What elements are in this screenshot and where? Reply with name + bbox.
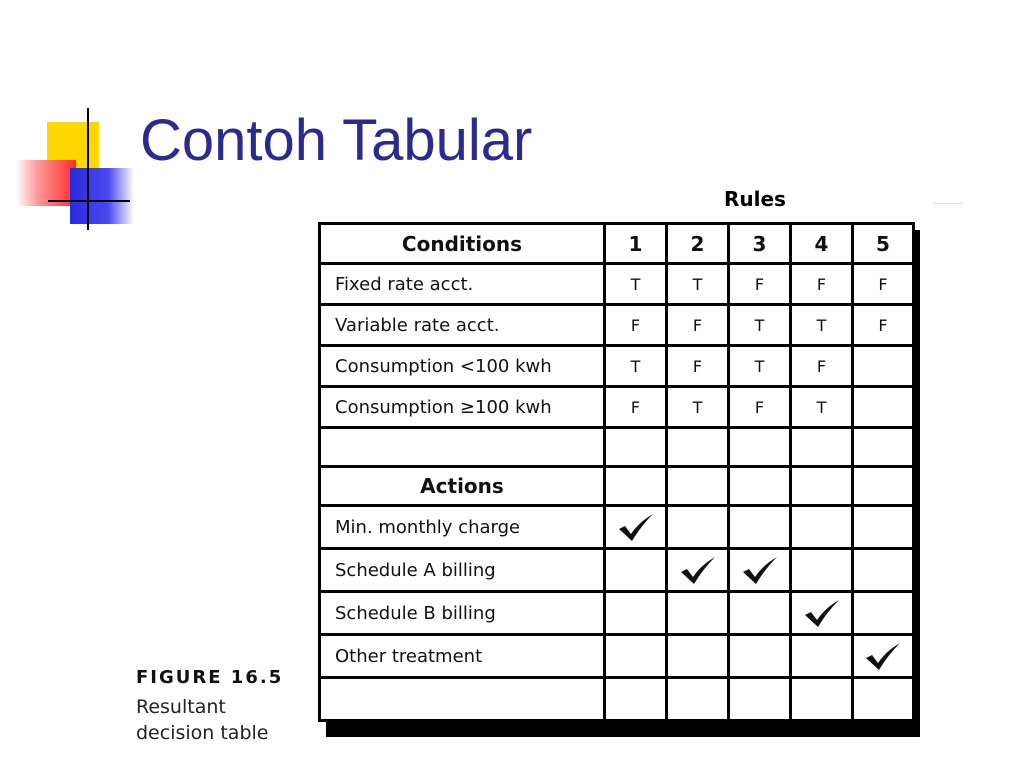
blank-cell (791, 635, 853, 678)
blank-cell (667, 428, 729, 467)
actions-header-row (320, 467, 914, 506)
blank-cell (667, 467, 729, 506)
blank-cell (605, 635, 667, 678)
condition-value: F (605, 305, 667, 346)
condition-value: F (667, 305, 729, 346)
blank-cell (853, 428, 914, 467)
condition-value: T (791, 305, 853, 346)
checkmark-icon (679, 560, 717, 579)
condition-value: F (853, 264, 914, 305)
action-label: Other treatment (320, 635, 605, 678)
blank-cell (729, 678, 791, 721)
rule-number-header: 3 (729, 224, 791, 264)
condition-value: F (729, 264, 791, 305)
decision-table (318, 222, 915, 722)
blank-cell (605, 549, 667, 592)
checkmark-icon (864, 646, 902, 665)
rule-number-header: 5 (853, 224, 914, 264)
condition-value: F (729, 387, 791, 428)
blank-cell (605, 592, 667, 635)
blank-cell (791, 678, 853, 721)
blank-cell (853, 467, 914, 506)
condition-value: F (853, 305, 914, 346)
action-row (320, 592, 914, 635)
rule-number-header: 4 (791, 224, 853, 264)
condition-label: Consumption <100 kwh (320, 346, 605, 387)
action-row (320, 506, 914, 549)
logo-horizontal-line (48, 200, 130, 202)
action-check-cell (605, 506, 667, 549)
blank-cell (605, 467, 667, 506)
condition-row (320, 264, 914, 305)
action-check-cell (853, 635, 914, 678)
checkmark-icon (803, 603, 841, 622)
figure-caption-line: Resultant (136, 696, 226, 718)
divider (933, 203, 963, 204)
condition-value: T (729, 305, 791, 346)
blank-cell (853, 592, 914, 635)
condition-row (320, 305, 914, 346)
blank-cell (320, 428, 605, 467)
blank-cell (853, 549, 914, 592)
action-check-cell (667, 549, 729, 592)
blank-cell (729, 635, 791, 678)
logo-blue-square (70, 168, 134, 224)
blank-cell (853, 678, 914, 721)
condition-value: T (605, 264, 667, 305)
condition-value: T (729, 346, 791, 387)
blank-cell (605, 428, 667, 467)
blank-cell (729, 592, 791, 635)
action-row (320, 635, 914, 678)
blank-cell (791, 549, 853, 592)
slide-logo (10, 108, 140, 233)
blank-cell (605, 678, 667, 721)
blank-cell (667, 506, 729, 549)
condition-value (853, 346, 914, 387)
figure-caption (136, 694, 316, 746)
condition-value (853, 387, 914, 428)
condition-label: Consumption ≥100 kwh (320, 387, 605, 428)
action-label: Schedule A billing (320, 549, 605, 592)
condition-value: F (791, 346, 853, 387)
figure-caption-line: decision table (136, 722, 269, 744)
blank-cell (791, 428, 853, 467)
rule-number-header: 2 (667, 224, 729, 264)
blank-cell (729, 428, 791, 467)
blank-cell (667, 635, 729, 678)
checkmark-icon (617, 517, 655, 536)
conditions-header-row (320, 224, 914, 264)
blank-cell (853, 506, 914, 549)
condition-value: T (667, 387, 729, 428)
condition-value: T (667, 264, 729, 305)
actions-header: Actions (320, 467, 605, 506)
slide-title: Contoh Tabular (140, 108, 533, 173)
blank-cell (729, 467, 791, 506)
condition-value: F (667, 346, 729, 387)
blank-row (320, 678, 914, 721)
rule-number-header: 1 (605, 224, 667, 264)
action-label: Schedule B billing (320, 592, 605, 635)
condition-row (320, 346, 914, 387)
action-check-cell (729, 549, 791, 592)
blank-cell (791, 467, 853, 506)
condition-label: Fixed rate acct. (320, 264, 605, 305)
logo-vertical-line (87, 108, 89, 230)
condition-value: T (791, 387, 853, 428)
action-row (320, 549, 914, 592)
blank-cell (667, 678, 729, 721)
blank-cell (320, 678, 605, 721)
condition-label: Variable rate acct. (320, 305, 605, 346)
condition-value: F (605, 387, 667, 428)
blank-cell (667, 592, 729, 635)
blank-cell (729, 506, 791, 549)
blank-row (320, 428, 914, 467)
rules-label: Rules (724, 187, 786, 211)
conditions-header: Conditions (320, 224, 605, 264)
figure-number: FIGURE 16.5 (136, 667, 284, 688)
condition-value: T (605, 346, 667, 387)
action-label: Min. monthly charge (320, 506, 605, 549)
condition-value: F (791, 264, 853, 305)
condition-row (320, 387, 914, 428)
blank-cell (791, 506, 853, 549)
checkmark-icon (741, 560, 779, 579)
action-check-cell (791, 592, 853, 635)
